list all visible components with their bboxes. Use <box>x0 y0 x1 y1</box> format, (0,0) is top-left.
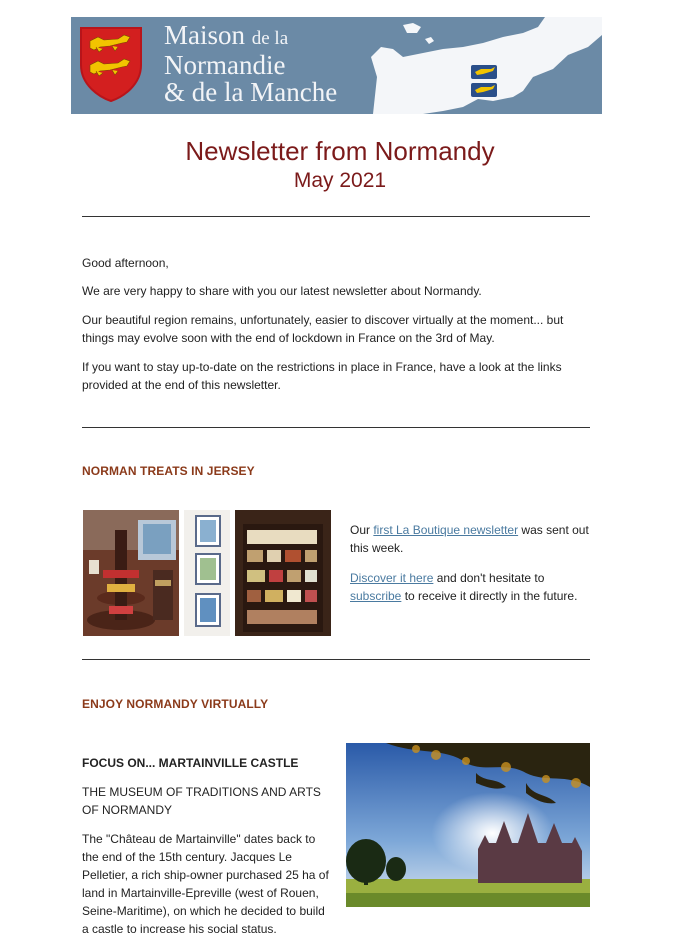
divider <box>82 659 590 660</box>
castle-description: The "Château de Martainville" dates back to the end of the 15th century. Jacques Le Pelletier, a rich ship-owner purchased 25 ha of land in Martainville-Epreville (west of Rouen, Seine-Maritime), on which he decided to build a castle to increase his social status. <box>82 832 329 936</box>
boutique-paragraph-2 <box>350 569 595 605</box>
subscribe-link[interactable]: subscribe <box>350 589 402 603</box>
intro-paragraph-3: If you want to stay up-to-date on the restrictions in place in France, have a look at the links provided at the end of this newsletter. <box>82 360 562 392</box>
intro-paragraph-1: We are very happy to share with you our latest newsletter about Normandy. <box>82 284 482 298</box>
boutique-text-post: was sent out this week. <box>350 523 589 555</box>
divider <box>82 216 590 217</box>
newsletter-date: May 2021 <box>293 169 387 192</box>
martainville-castle-photo <box>346 743 590 907</box>
greeting: Good afternoon, <box>82 256 169 270</box>
header-banner <box>71 17 602 114</box>
normandy-map-icon <box>363 17 602 114</box>
museum-heading: THE MUSEUM OF TRADITIONS AND ARTS OF NORMANDY <box>82 785 321 817</box>
banner-line3: & de la Manche <box>164 77 338 107</box>
boutique-text-pre: Our <box>350 523 374 537</box>
focus-heading: FOCUS ON... MARTAINVILLE CASTLE <box>82 756 299 770</box>
normandy-shield-icon <box>78 25 144 103</box>
discover-it-here-link[interactable]: Discover it here <box>350 571 434 585</box>
shop-shelves-photo <box>235 510 331 636</box>
banner-line1: Maison <box>164 20 245 50</box>
banner-line1-small: de la <box>251 28 289 49</box>
boutique-text-mid: and don't hesitate to <box>433 571 545 585</box>
boutique-paragraph-1 <box>350 521 595 557</box>
banner-line2: Normandie <box>164 50 286 80</box>
la-boutique-newsletter-link[interactable]: first La Boutique newsletter <box>373 523 519 537</box>
framed-prints-photo <box>184 510 230 636</box>
section-heading-virtual: ENJOY NORMANDY VIRTUALLY <box>82 697 269 711</box>
section-heading-jersey: NORMAN TREATS IN JERSEY <box>82 464 255 478</box>
newsletter-title: Newsletter from Normandy <box>185 136 495 166</box>
banner-title <box>164 22 337 106</box>
intro-paragraph-2: Our beautiful region remains, unfortunately, easier to discover virtually at the moment... but things may evolve soon with the end of lockdown in France on the 3rd of May. <box>82 313 564 345</box>
boutique-text-end: to receive it directly in the future. <box>401 589 578 603</box>
boutique-text <box>350 521 595 617</box>
divider <box>82 427 590 428</box>
shop-interior-photo <box>83 510 179 636</box>
